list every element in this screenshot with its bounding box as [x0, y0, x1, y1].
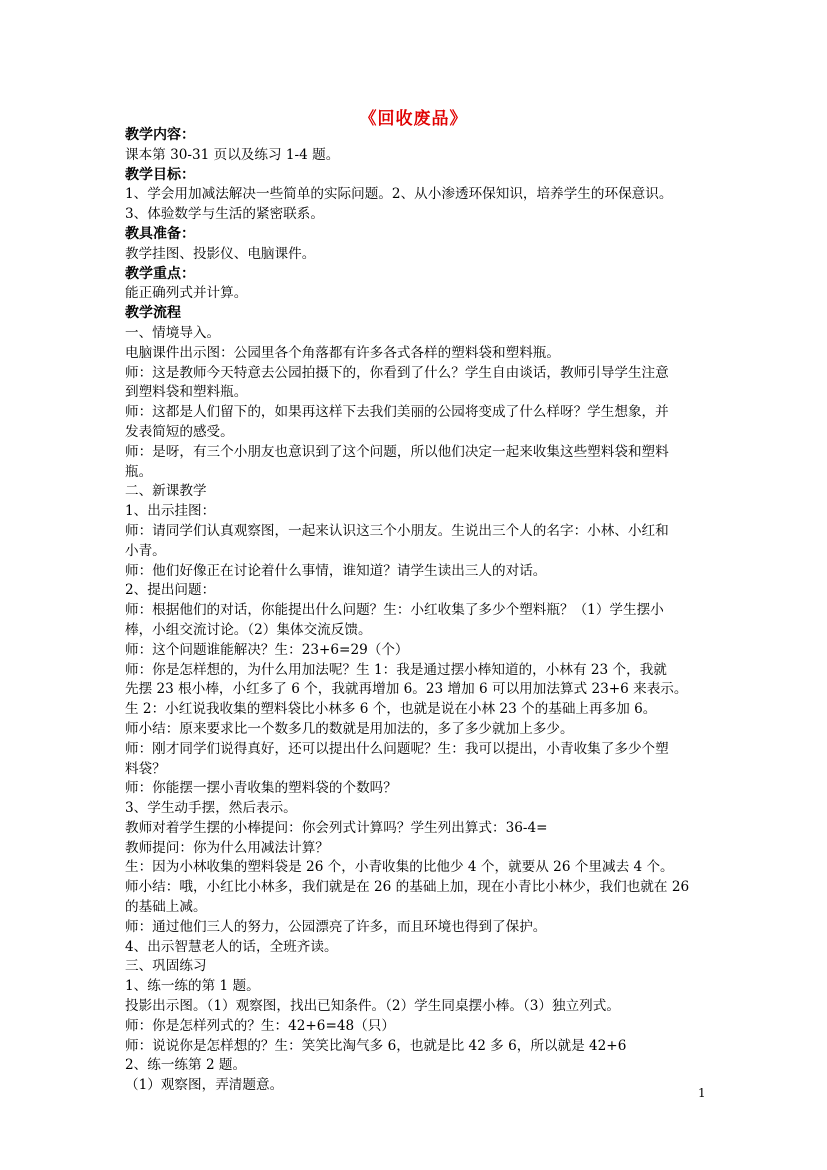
page-number: 1 [698, 1086, 706, 1100]
body-line: 能正确列式并计算。 [125, 285, 248, 302]
document-body [125, 126, 710, 1096]
body-line: 投影出示图。（1）观察图，找出已知条件。（2）学生同桌摆小棒。（3）独立列式。 [125, 998, 620, 1015]
section-heading: 教学重点： [125, 265, 195, 282]
body-line: 二、新课教学 [125, 483, 207, 500]
body-line: 1、出示挂图： [125, 503, 216, 520]
body-line: 发表简短的感受。 [125, 423, 234, 440]
body-line: 师：说说你是怎样想的？生：笑笑比淘气多 6，也就是比 42 多 6，所以就是 42+6 [125, 1037, 627, 1054]
body-line: 课本第 30-31 页以及练习 1-4 题。 [125, 146, 340, 163]
body-line: 师：你是怎样想的，为什么用加法呢？生 1：我是通过摆小棒知道的，小林有 23 个，我就 [125, 661, 667, 678]
body-line: 师：是呀，有三个小朋友也意识到了这个问题，所以他们决定一起来收集这些塑料袋和塑料 [125, 443, 669, 460]
body-line: 料袋？ [125, 760, 166, 777]
body-line: 教学挂图、投影仪、电脑课件。 [125, 245, 316, 262]
body-line: 到塑料袋和塑料瓶。 [125, 384, 248, 401]
body-line: 4、出示智慧老人的话，全班齐读。 [125, 938, 338, 955]
body-line: 师：这是教师今天特意去公园拍摄下的，你看到了什么？学生自由谈话，教师引导学生注意 [125, 364, 669, 381]
body-line: 1、练一练的第 1 题。 [125, 978, 260, 995]
body-line: 教师提问：你为什么用减法计算？ [125, 839, 329, 856]
body-line: 师：根据他们的对话，你能提出什么问题？生：小红收集了多少个塑料瓶？（1）学生摆小 [125, 602, 664, 619]
body-line: 师：你是怎样列式的？生：42+6=48（只） [125, 1017, 395, 1034]
body-line: 生：因为小林收集的塑料袋是 26 个，小青收集的比他少 4 个，就要从 26 个里减去 4 个。 [125, 859, 674, 876]
section-heading: 教学目标： [125, 166, 195, 183]
body-line: 一、情境导入。 [125, 324, 221, 341]
body-line: 三、巩固练习 [125, 958, 207, 975]
body-line: 2、提出问题： [125, 582, 216, 599]
body-line: 师：他们好像正在讨论着什么事情，谁知道？请学生读出三人的对话。 [125, 562, 547, 579]
body-line: 师：通过他们三人的努力，公园漂亮了许多，而且环境也得到了保护。 [125, 918, 547, 935]
body-line: 小青。 [125, 542, 166, 559]
body-line: 师：你能摆一摆小青收集的塑料袋的个数吗？ [125, 780, 397, 797]
section-heading: 教学流程 [125, 305, 181, 322]
body-line: 生 2：小红说我收集的塑料袋比小林多 6 个，也就是说在小林 23 个的基础上再多加 6。 [125, 701, 657, 718]
body-line: 师：请同学们认真观察图，一起来认识这三个小朋友。生说出三个人的名字：小林、小红和 [125, 522, 669, 539]
body-line: （1）观察图，弄清题意。 [125, 1077, 284, 1094]
body-line: 师：这个问题谁能解决？生：23+6=29（个） [125, 641, 409, 658]
body-line: 的基础上减。 [125, 899, 207, 916]
body-line: 3、学生动手摆，然后表示。 [125, 800, 297, 817]
body-line: 师小结：哦，小红比小林多，我们就是在 26 的基础上加，现在小青比小林少，我们也就在 26 [125, 879, 690, 896]
body-line: 棒，小组交流讨论。（2）集体交流反馈。 [125, 621, 372, 638]
body-line: 师小结：原来要求比一个数多几的数就是用加法的，多了多少就加上多少。 [125, 720, 574, 737]
body-line: 1、学会用加减法解决一些简单的实际问题。2、从小渗透环保知识，培养学生的环保意识。 [125, 186, 673, 203]
section-heading: 教学内容： [125, 127, 195, 143]
body-line: 瓶。 [125, 463, 153, 480]
body-line: 先摆 23 根小棒，小红多了 6 个，我就再增加 6。23 增加 6 可以用加法算式 23+6 来表示。 [125, 681, 688, 698]
body-line: 电脑课件出示图：公园里各个角落都有许多各式各样的塑料袋和塑料瓶。 [125, 344, 560, 361]
body-line: 师：这都是人们留下的，如果再这样下去我们美丽的公园将变成了什么样呀？学生想象，并 [125, 404, 669, 421]
body-line: 2、练一练第 2 题。 [125, 1057, 247, 1074]
body-line: 教师对着学生摆的小棒提问：你会列式计算吗？学生列出算式：36-4= [125, 819, 548, 836]
body-line: 3、体验数学与生活的紧密联系。 [125, 206, 324, 223]
body-line: 师：刚才同学们说得真好，还可以提出什么问题呢？生：我可以提出，小青收集了多少个塑 [125, 740, 669, 757]
section-heading: 教具准备： [125, 225, 195, 242]
page-title: 《回收废品》 [359, 109, 468, 129]
